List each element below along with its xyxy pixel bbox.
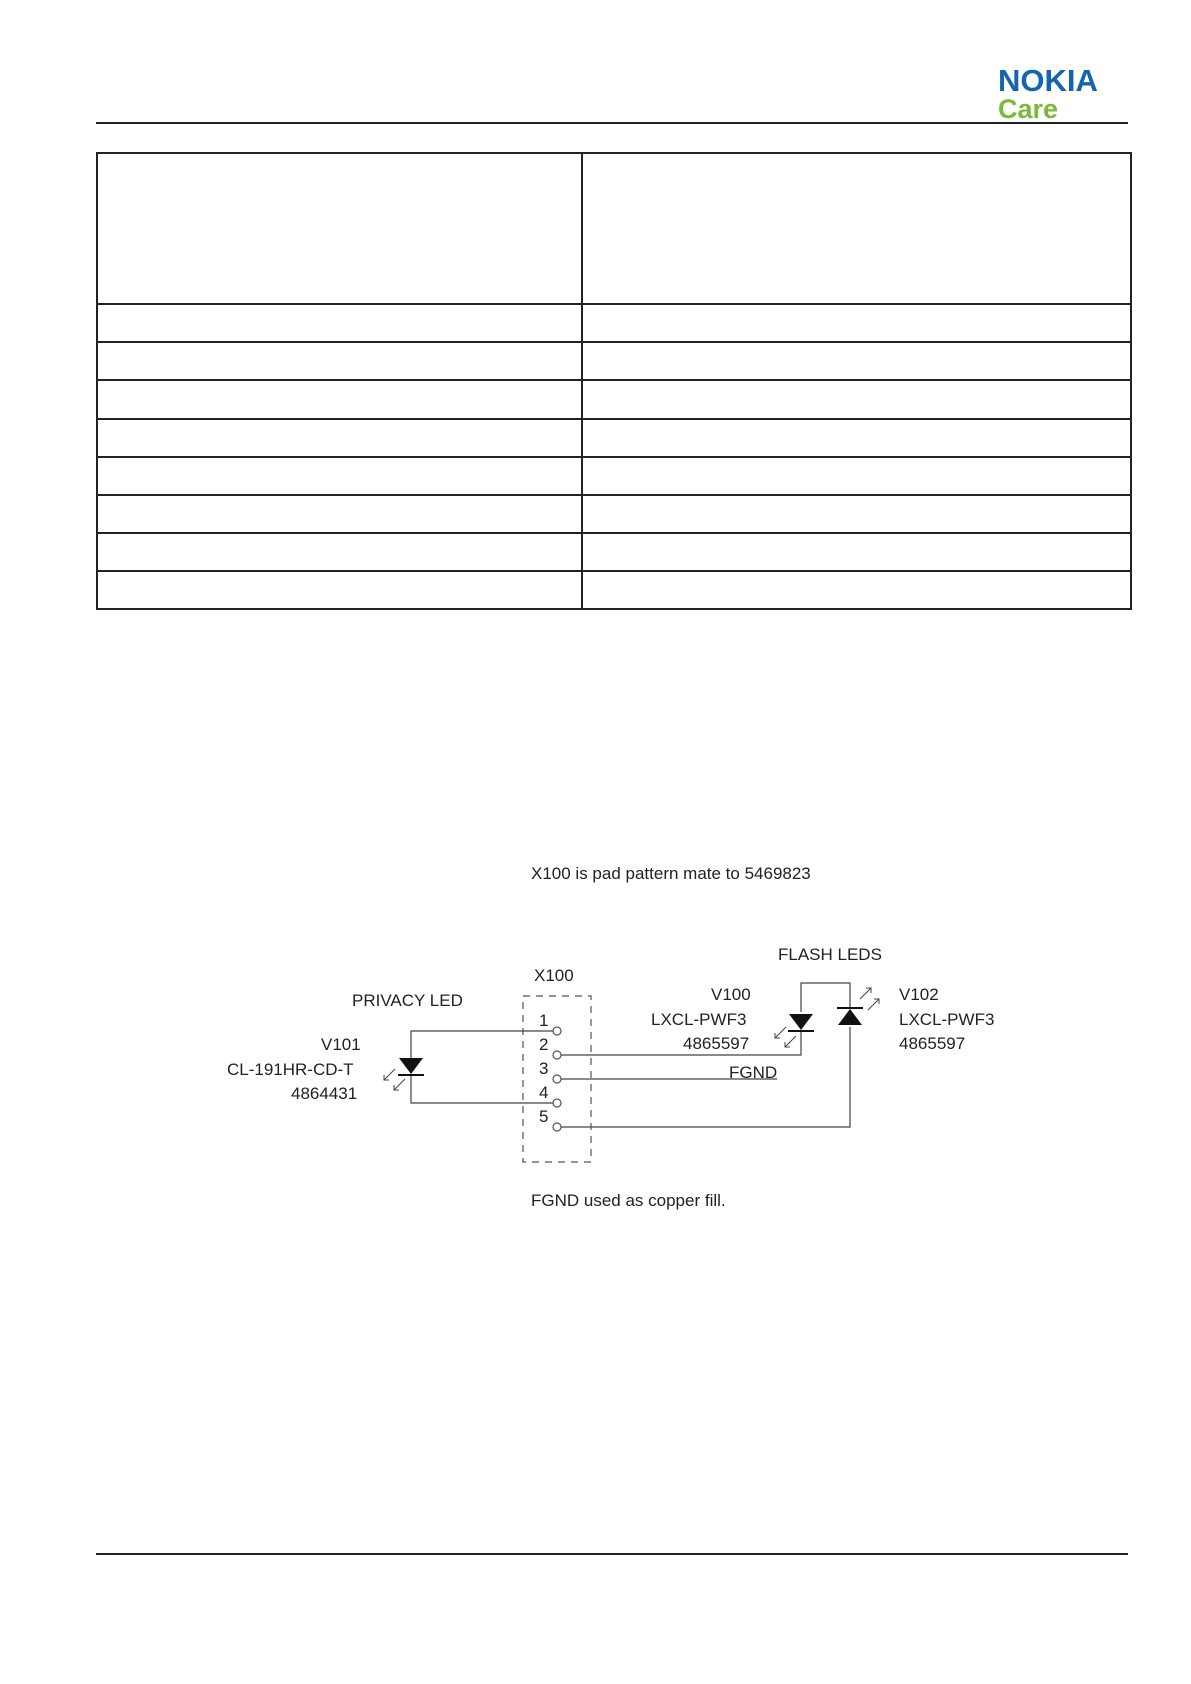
pin-number: 3 <box>539 1059 549 1078</box>
footer-rule <box>96 1553 1128 1555</box>
logo-nokia-text: NOKIA <box>998 63 1098 98</box>
pin-pad <box>553 1075 561 1083</box>
pin-number: 2 <box>539 1035 549 1054</box>
note-pad-pattern: X100 is pad pattern mate to 5469823 <box>531 864 811 883</box>
v100-part: LXCL-PWF3 <box>651 1010 747 1029</box>
pin-pad <box>553 1051 561 1059</box>
v102-ref: V102 <box>899 985 939 1004</box>
pin-number: 4 <box>539 1083 549 1102</box>
v100-led-symbol <box>775 1014 814 1047</box>
wires <box>411 983 850 1127</box>
v101-part: CL-191HR-CD-T <box>227 1060 354 1079</box>
v100-ref: V100 <box>711 985 751 1004</box>
wire-pin4 <box>411 1076 553 1103</box>
logo-care-text: Care <box>998 94 1059 124</box>
pin-pad <box>553 1027 561 1035</box>
connector-label: X100 <box>534 966 574 985</box>
privacy-led-title: PRIVACY LED <box>352 991 463 1010</box>
v101-led-symbol <box>384 1058 424 1090</box>
v102-part: LXCL-PWF3 <box>899 1010 995 1029</box>
v101-code: 4864431 <box>291 1084 358 1103</box>
v101-ref: V101 <box>321 1035 361 1054</box>
v102-code: 4865597 <box>899 1034 966 1053</box>
pin-number: 5 <box>539 1107 549 1126</box>
wire-pin2 <box>561 1032 801 1055</box>
v100-code: 4865597 <box>683 1034 750 1053</box>
wire-pin1 <box>411 1031 553 1058</box>
pin-number: 1 <box>539 1011 549 1030</box>
flash-leds-title: FLASH LEDS <box>778 945 882 964</box>
fgnd-net-label: FGND <box>729 1063 778 1082</box>
note-copper-fill: FGND used as copper fill. <box>531 1191 726 1210</box>
pin-pad <box>553 1123 561 1131</box>
pin-pad <box>553 1099 561 1107</box>
v102-led-symbol <box>837 988 879 1025</box>
